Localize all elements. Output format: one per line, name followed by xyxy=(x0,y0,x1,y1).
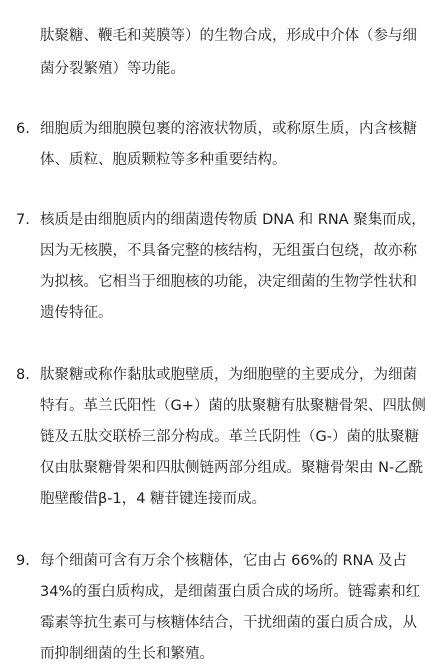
item-line: 而抑制细菌的生长和繁殖。 xyxy=(40,646,214,662)
item-number: 9. xyxy=(16,553,30,569)
item-line: 肽聚糖、鞭毛和荚膜等）的生物合成，形成中介体（参与细 xyxy=(40,28,417,44)
item-line: 为拟核。它相当于细胞核的功能，决定细菌的生物学性状和 xyxy=(40,274,417,290)
item-line: 34%的蛋白质构成，是细菌蛋白质合成的场所。链霉素和红 xyxy=(40,584,421,600)
item-number: 6. xyxy=(16,121,30,137)
item-line: 肽聚糖或称作黏肽或胞壁质，为细胞壁的主要成分，为细菌 xyxy=(40,367,417,383)
item-line: 特有。革兰氏阳性（G+）菌的肽聚糖有肽聚糖骨架、四肽侧 xyxy=(40,398,426,414)
item-line: 因为无核膜，不具备完整的核结构，无组蛋白包绕，故亦称 xyxy=(40,243,417,259)
item-line: 链及五肽交联桥三部分构成。革兰氏阴性（G-）菌的肽聚糖 xyxy=(40,429,419,445)
item-line: 遗传特征。 xyxy=(40,305,113,321)
item-line: 仅由肽聚糖骨架和四肽侧链两部分组成。聚糖骨架由 N-乙酰 xyxy=(40,460,424,476)
item-number: 8. xyxy=(16,367,30,383)
item-line: 菌分裂繁殖）等功能。 xyxy=(40,61,185,77)
item-line: 体、质粒、胞质颗粒等多种重要结构。 xyxy=(40,152,287,168)
item-line: 核质是由细胞质内的细菌遗传物质 DNA 和 RNA 聚集而成， xyxy=(40,212,426,228)
item-line: 胞壁酸借β-1，4 糖苷键连接而成。 xyxy=(40,491,267,507)
item-line: 每个细菌可含有万余个核糖体，它由占 66%的 RNA 及占 xyxy=(40,553,407,569)
item-number: 7. xyxy=(16,212,30,228)
item-line: 细胞质为细胞膜包裹的溶液状物质，或称原生质，内含核糖 xyxy=(40,121,417,137)
item-line: 霉素等抗生素可与核糖体结合，干扰细菌的蛋白质合成，从 xyxy=(40,615,417,631)
